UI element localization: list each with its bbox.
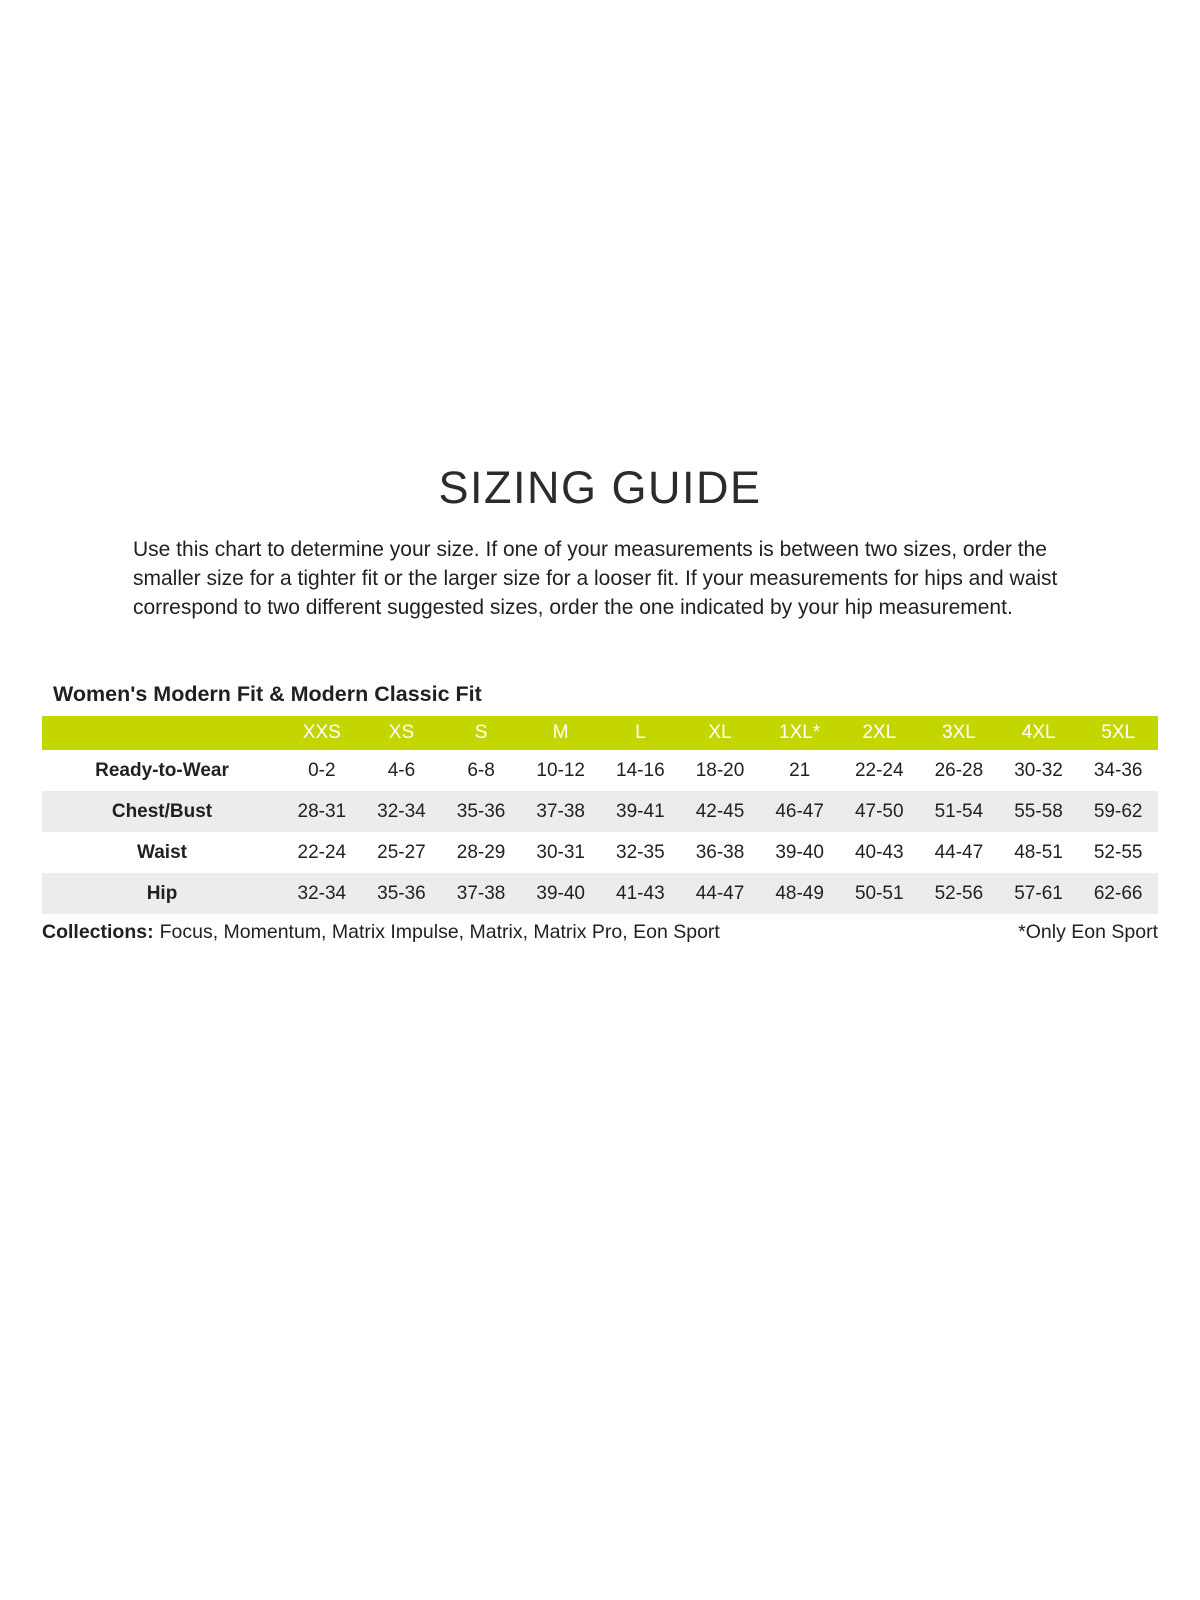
size-value-cell: 18-20 xyxy=(695,759,745,781)
collections-text: Focus, Momentum, Matrix Impulse, Matrix, Matrix Pro, Eon Sport xyxy=(159,921,720,944)
size-value-cell: 32-34 xyxy=(377,800,426,822)
row-label-cell: Hip xyxy=(146,882,178,904)
size-header-cell: 1XL* xyxy=(779,722,821,744)
table-row xyxy=(42,750,1158,791)
size-value-cell: 39-40 xyxy=(775,841,824,863)
collections-label: Collections: xyxy=(42,921,154,944)
table-footer xyxy=(42,921,1158,944)
size-value-cell: 59-62 xyxy=(1093,800,1143,822)
size-value-cell: 22-24 xyxy=(854,759,904,781)
size-header-cell: L xyxy=(635,722,646,744)
size-value-cell: 21 xyxy=(789,759,811,781)
table-row xyxy=(42,832,1158,873)
size-header-cell: 4XL xyxy=(1021,722,1056,744)
size-value-cell: 35-36 xyxy=(377,882,426,904)
size-value-cell: 57-61 xyxy=(1014,882,1063,904)
collections-line xyxy=(42,921,720,944)
size-value-cell: 34-36 xyxy=(1093,759,1143,781)
size-value-cell: 25-27 xyxy=(377,841,426,863)
size-value-cell: 52-55 xyxy=(1093,841,1143,863)
size-value-cell: 37-38 xyxy=(456,882,506,904)
size-value-cell: 44-47 xyxy=(934,841,984,863)
size-value-cell: 0-2 xyxy=(308,759,336,781)
size-value-cell: 39-41 xyxy=(616,800,665,822)
row-label-cell: Chest/Bust xyxy=(111,800,213,822)
size-header-cell: XL xyxy=(708,722,732,744)
size-value-cell: 50-51 xyxy=(854,882,904,904)
table-row xyxy=(42,873,1158,914)
size-value-cell: 32-35 xyxy=(616,841,665,863)
size-header-cell: 5XL xyxy=(1101,722,1136,744)
size-value-cell: 47-50 xyxy=(854,800,904,822)
table-header-row xyxy=(42,716,1158,750)
size-header-cell: M xyxy=(552,722,569,744)
size-value-cell: 62-66 xyxy=(1093,882,1143,904)
size-value-cell: 14-16 xyxy=(616,759,665,781)
size-value-cell: 28-29 xyxy=(456,841,506,863)
size-header-cell: 2XL xyxy=(862,722,897,744)
size-value-cell: 4-6 xyxy=(387,759,416,781)
size-value-cell: 26-28 xyxy=(934,759,984,781)
row-label-cell: Waist xyxy=(137,841,187,863)
size-value-cell: 37-38 xyxy=(536,800,586,822)
table-row xyxy=(42,791,1158,832)
footnote: *Only Eon Sport xyxy=(1018,921,1158,944)
size-value-cell: 36-38 xyxy=(695,841,745,863)
size-value-cell: 52-56 xyxy=(934,882,984,904)
size-table xyxy=(42,716,1158,914)
size-value-cell: 35-36 xyxy=(456,800,506,822)
size-header-cell: XXS xyxy=(302,722,341,744)
size-value-cell: 6-8 xyxy=(467,759,495,781)
size-value-cell: 44-47 xyxy=(695,882,745,904)
size-value-cell: 30-31 xyxy=(536,841,586,863)
size-header-cell: XS xyxy=(388,722,415,744)
size-value-cell: 28-31 xyxy=(297,800,347,822)
size-value-cell: 39-40 xyxy=(536,882,586,904)
size-value-cell: 32-34 xyxy=(297,882,347,904)
size-value-cell: 51-54 xyxy=(934,800,984,822)
size-value-cell: 41-43 xyxy=(616,882,665,904)
size-value-cell: 40-43 xyxy=(854,841,904,863)
size-value-cell: 10-12 xyxy=(536,759,586,781)
section-title: Women's Modern Fit & Modern Classic Fit xyxy=(53,682,482,707)
size-value-cell: 48-49 xyxy=(775,882,824,904)
size-header-cell: 3XL xyxy=(941,722,976,744)
size-header-cell: S xyxy=(474,722,488,744)
page-title: SIZING GUIDE xyxy=(438,462,762,513)
size-value-cell: 22-24 xyxy=(297,841,347,863)
size-value-cell: 55-58 xyxy=(1014,800,1063,822)
size-value-cell: 48-51 xyxy=(1014,841,1063,863)
size-value-cell: 30-32 xyxy=(1014,759,1063,781)
size-value-cell: 42-45 xyxy=(695,800,745,822)
row-label-cell: Ready-to-Wear xyxy=(95,759,229,781)
size-value-cell: 46-47 xyxy=(775,800,824,822)
intro-paragraph: Use this chart to determine your size. If one of your measurements is between two sizes, order the smaller size for a tighter fit or the larger size for a looser fit. If your measurements for hips and waist correspond to two different suggested sizes, order the one indicated by your hip measurement. xyxy=(133,538,1058,619)
